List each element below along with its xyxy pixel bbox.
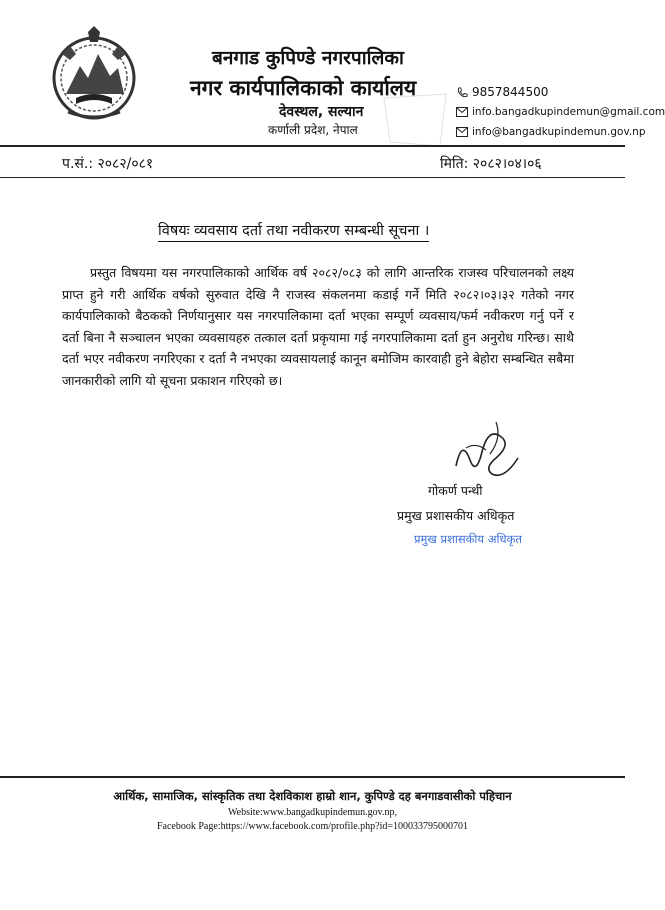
official-email-address: info@bangadkupindemun.gov.np (472, 126, 646, 138)
org-name: बनगाड कुपिण्डे नगरपालिका (212, 47, 404, 69)
body-paragraph: प्रस्तुत विषयमा यस नगरपालिकाको आर्थिक वर्ष २०८२/०८३ को लागि आन्तरिक राजस्व परिचालनको लक्ष्य प्राप्त हुने गरी आर्थिक वर्षको सुरुवात देखि नै राजस्व संकलनमा कडाई गर्ने मिति २०८२।०३।३२ गतेको नगर कार्यपालिकाको बैठकको निर्णयानुसार यस नगरपालिकामा दर्ता भएका सम्पूर्ण व्यवसाय/फर्म नवीकरण गर्नु पर्ने र दर्ता बिना नै सञ्चालन भएका व्यवसायहरु तत्काल दर्ता प्रकृयामा गई नगरपालिकामा दर्ता हुन अनुरोध गरिन्छ। साथै दर्ता भएर नवीकरण नगरिएका र दर्ता नै नभएका व्यवसायलाई कानून बमोजिम कारवाही हुने बेहोरा सम्बन्धित सबैमा जानकारीको लागि यो सूचना प्रकाशन गरिएको छ। (62, 265, 574, 388)
contact-email (455, 102, 665, 122)
address-line1: देवस्थल, सल्यान (279, 104, 364, 120)
signatory-stamp: प्रमुख प्रशासकीय अधिकृत (414, 532, 522, 546)
contact-block (455, 82, 665, 142)
footer-facebook: Facebook Page:https://www.facebook.com/profile.php?id=100033795000701 (156, 821, 469, 832)
reference-number: प.सं.: २०८२/०८१ (62, 156, 154, 172)
notice-body (62, 262, 574, 391)
envelope-icon (455, 105, 469, 119)
handwritten-signature (446, 418, 526, 488)
notice-subject: विषयः व्यवसाय दर्ता तथा नवीकरण सम्बन्धी सूचना । (158, 220, 429, 242)
envelope-icon (455, 125, 469, 139)
reference-bar (0, 147, 625, 177)
office-name: नगर कार्यपालिकाको कार्यालय (190, 76, 417, 100)
signatory-title: प्रमुख प्रशासकीय अधिकृत (397, 508, 515, 523)
email-address: info.bangadkupindemun@gmail.com (472, 106, 665, 118)
faint-stamp-mark (380, 92, 450, 150)
footer-tagline: आर्थिक, सामाजिक, सांस्कृतिक तथा देशविकाश हाम्रो शान, कुपिण्डे दह बनगाडवासीको पहिचान (113, 789, 512, 803)
contact-phone (455, 82, 665, 102)
signatory-name: गोकर्ण पन्थी (428, 483, 483, 498)
footer-divider (0, 776, 625, 778)
nepal-emblem-icon (48, 24, 140, 124)
phone-number: 9857844500 (472, 85, 549, 99)
reference-date: मिति: २०८२।०४।०६ (440, 156, 542, 172)
footer-website: Website:www.bangadkupindemun.gov.np, (228, 807, 397, 818)
phone-icon (455, 85, 469, 99)
letterhead (0, 0, 665, 150)
contact-email-official (455, 122, 665, 142)
address-line2: कर्णाली प्रदेश, नेपाल (268, 123, 358, 137)
header-divider-bottom (0, 177, 625, 178)
